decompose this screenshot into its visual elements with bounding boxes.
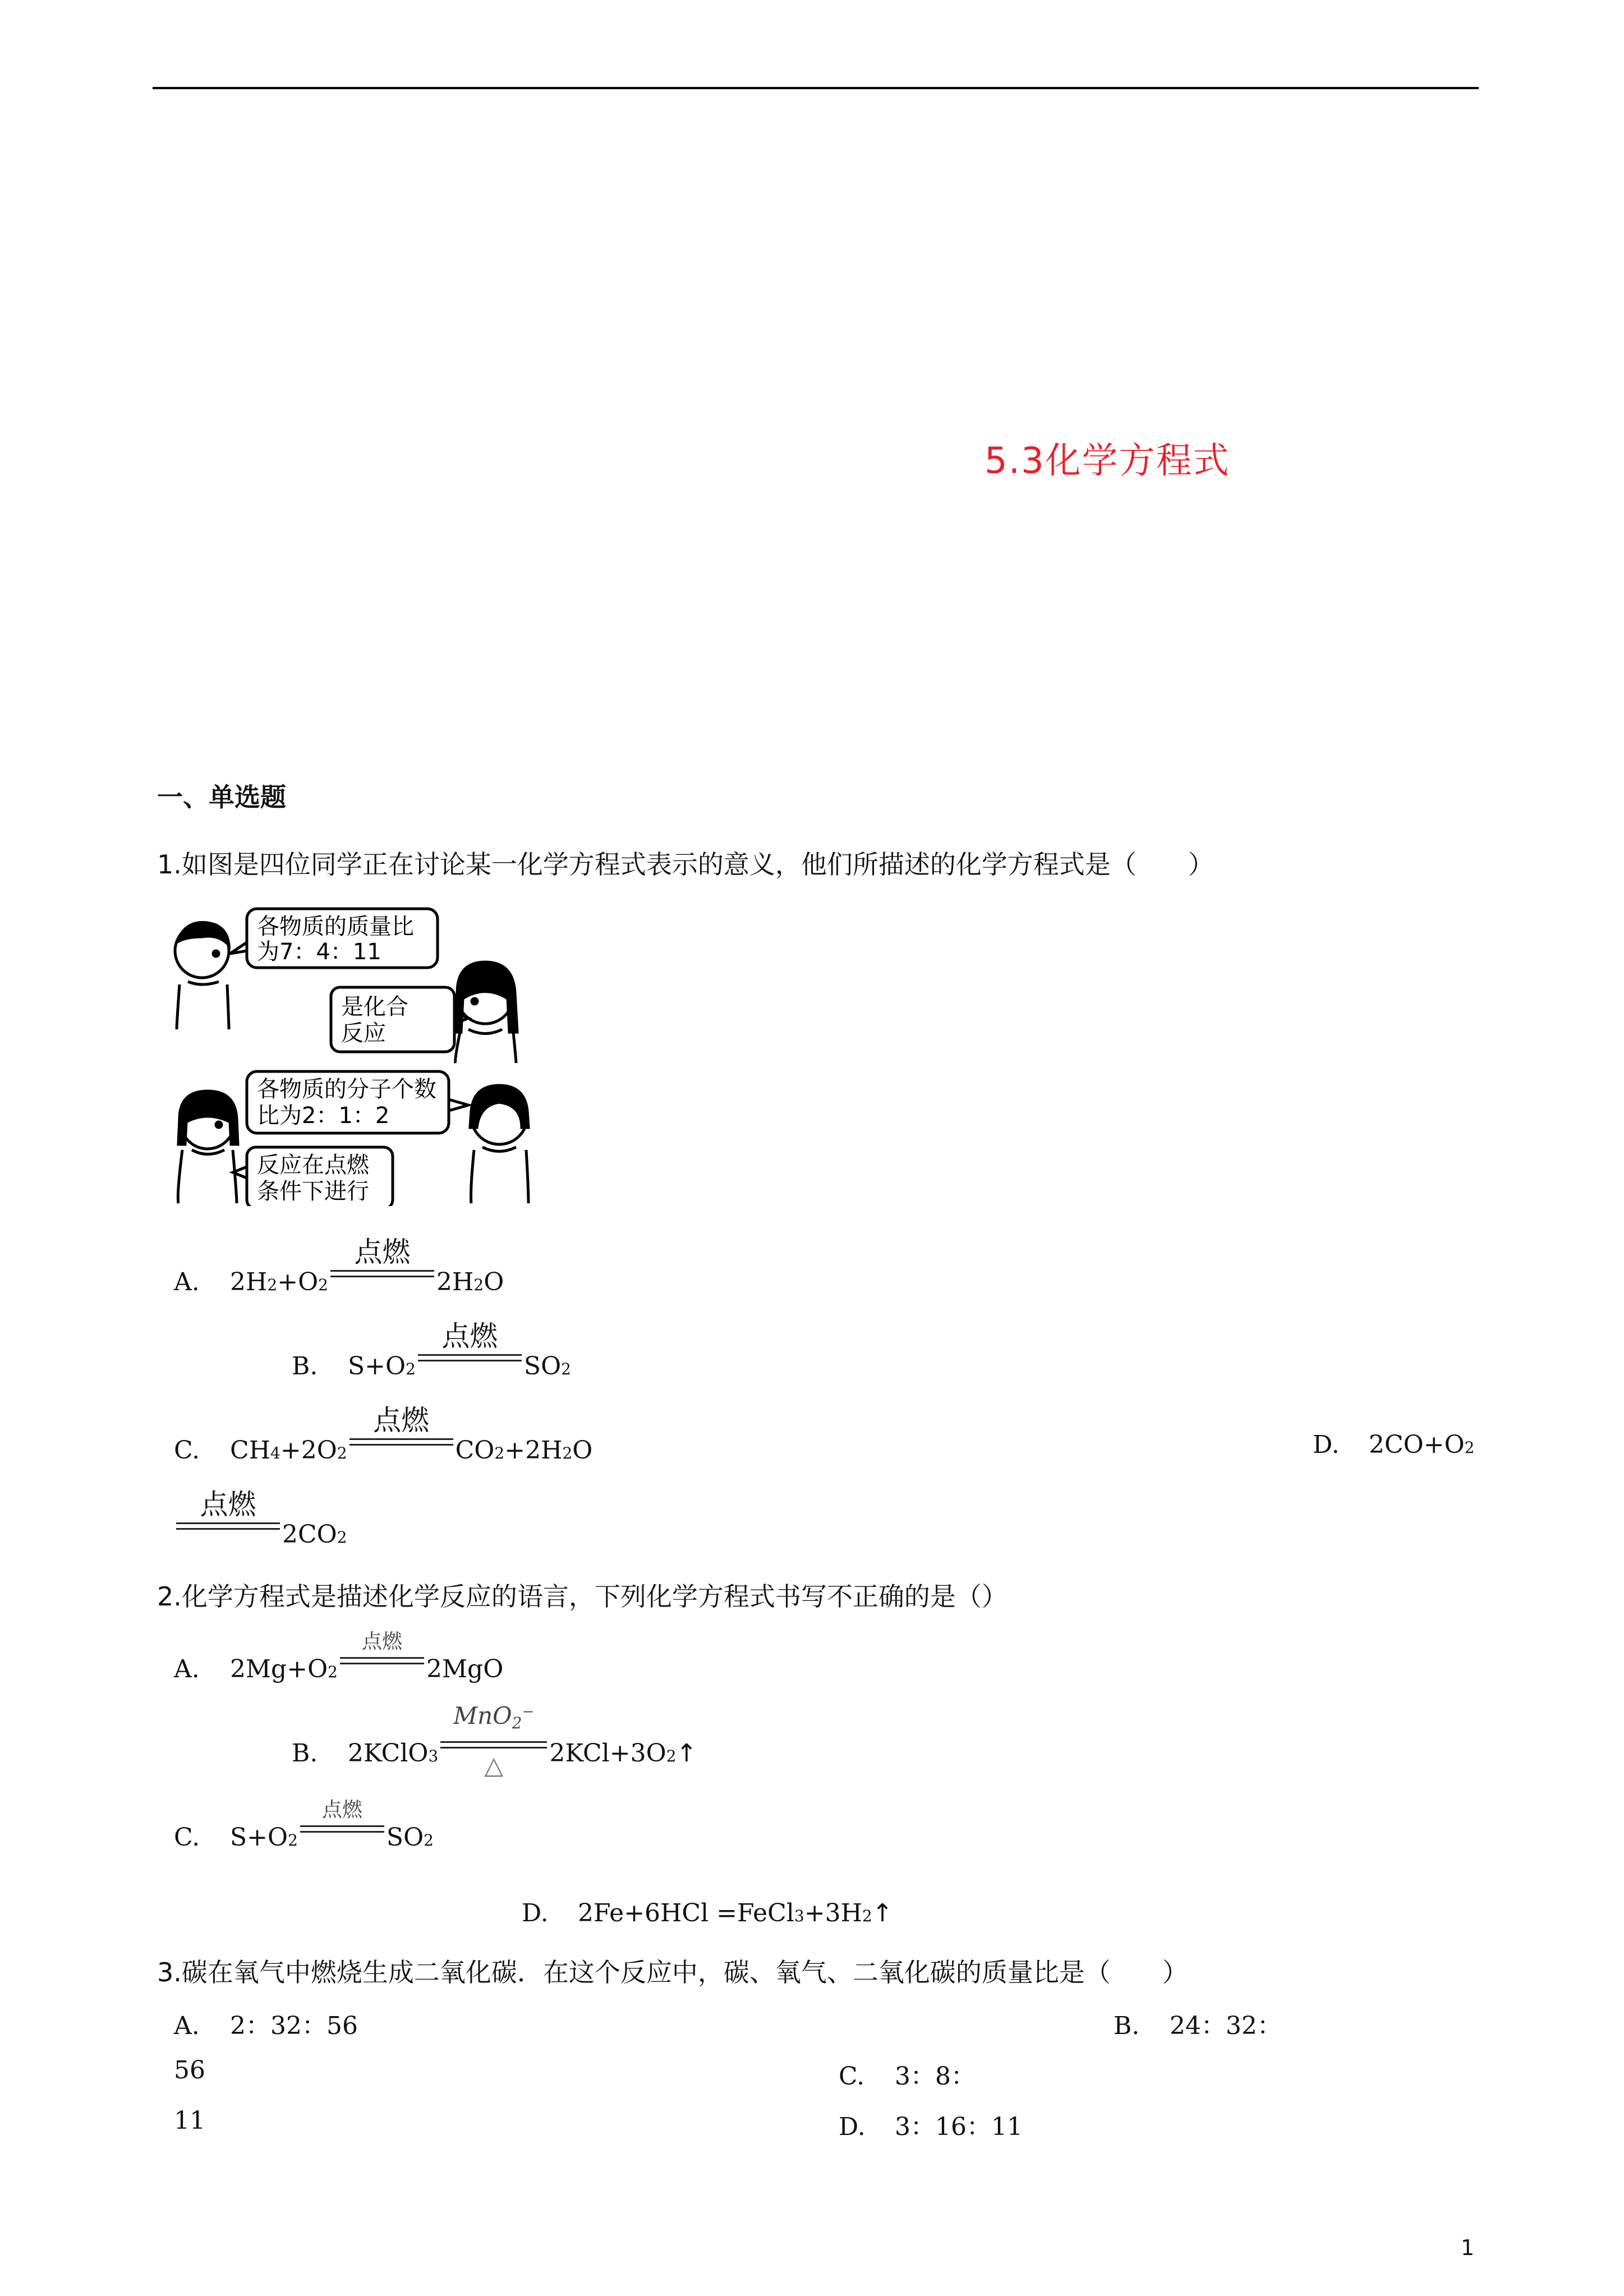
reaction-condition: 点燃 — [418, 1346, 522, 1374]
question-2-stem: 2.化学方程式是描述化学反应的语言，下列化学方程式书写不正确的是（） — [157, 1581, 1007, 1612]
q3-option-c[interactable]: C. 3：8： — [839, 2062, 976, 2091]
q3-option-d[interactable]: D. 3：16：11 — [839, 2113, 1023, 2141]
reaction-condition: 点燃 — [330, 1262, 434, 1290]
bubble-1-line-1: 各物质的质量比 — [257, 914, 414, 940]
bubble-2-line-1: 是化合 — [341, 994, 408, 1020]
q2-option-b[interactable]: B. 2KClO 3 MnO$_2$⁻ △ 2KCl+3O 2 ↑ — [292, 1702, 697, 1780]
q1-option-c[interactable]: C. CH 4 +2O 2 点燃 CO 2 +2H 2 O — [174, 1404, 593, 1465]
q1-option-b[interactable]: B. S+O 2 点燃 SO 2 — [292, 1320, 571, 1381]
q1-option-a[interactable]: A. 2H 2 +O 2 点燃 2H 2 O — [174, 1236, 504, 1296]
header-rule — [153, 87, 1479, 89]
reaction-condition: 点燃 — [340, 1649, 424, 1677]
bubble-3-line-2: 比为2：1：2 — [257, 1103, 390, 1129]
q3-option-c-continued: 11 — [174, 2106, 205, 2135]
reaction-condition: 点燃 — [176, 1515, 280, 1543]
question-3-stem: 3.碳在氧气中燃烧生成二氧化碳．在这个反应中，碳、氧气、二氧化碳的质量比是（ ） — [157, 1957, 1188, 1987]
q2-option-a[interactable]: A. 2Mg+O 2 点燃 2MgO — [174, 1630, 504, 1683]
q3-option-b-continued: 56 — [174, 2056, 205, 2085]
bubble-4-line-2: 条件下进行 — [257, 1179, 369, 1204]
bubble-2-line-2: 反应 — [341, 1020, 386, 1046]
q3-option-b[interactable]: B. 24：32： — [1114, 2012, 1282, 2040]
reaction-condition-catalyst: MnO$_2$⁻ △ — [440, 1733, 547, 1761]
bubble-3-line-1: 各物质的分子个数 — [257, 1076, 436, 1102]
question-1-stem: 1.如图是四位同学正在讨论某一化学方程式表示的意义，他们所描述的化学方程式是（ ） — [157, 849, 1214, 880]
bubble-1-line-2: 为7：4：11 — [257, 939, 381, 965]
q1-option-d[interactable]: D. 2CO+O 2 — [1313, 1430, 1475, 1459]
q2-option-d[interactable]: D. 2Fe+6HCl =FeCl 3 +3H 2 ↑ — [522, 1899, 893, 1927]
page-title: 5.3化学方程式 — [984, 440, 1230, 482]
q3-option-a[interactable]: A. 2：32：56 — [174, 2012, 358, 2040]
q1-option-d-continued: 点燃 2CO 2 — [174, 1515, 347, 1549]
page-number: 1 — [1461, 2235, 1475, 2260]
bubble-4-line-1: 反应在点燃 — [257, 1152, 369, 1178]
reaction-condition: 点燃 — [300, 1818, 384, 1846]
reaction-condition: 点燃 — [349, 1430, 453, 1458]
question-1-illustration — [163, 903, 533, 1206]
q2-option-c[interactable]: C. S+O 2 点燃 SO 2 — [174, 1798, 434, 1852]
section-heading: 一、单选题 — [157, 782, 286, 812]
